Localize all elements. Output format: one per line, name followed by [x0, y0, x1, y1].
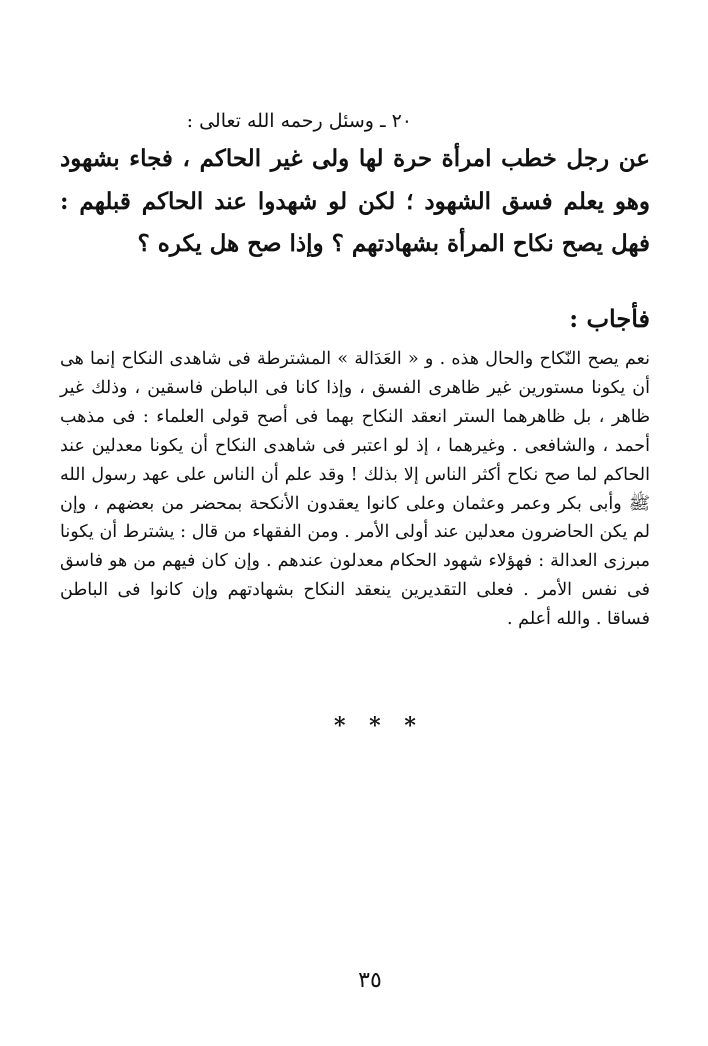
answer-text: نعم يصح النّكاح والحال هذه . و « العَدَالة » المشترطة فى شاهدى النكاح إنما هى أن يكونا مستورين غير ظاهرى الفسق ، وإذا كانا فى الباطن فاسقين ، وذلك غير ظاهر ، بل ظاهرهما الستر انعقد النكاح بهما فى أصح قولى العلماء : فى مذهب أحمد ، والشافعى . وغيرهما ، إذ لو اعتبر فى شاهدى النكاح أن يكونا معدلين عند الحاكم لما صح نكاح أكثر الناس إلا بذلك ! وقد علم أن الناس على عهد رسول الله ﷺ وأبى بكر وعمر وعثمان وعلى كانوا يعقدون الأنكحة بمحضر من بعضهم ، وإن لم يكن الحاضرون معدلين عند أولى الأمر . ومن الفقهاء من قال : يشترط أن يكونا مبرزى العدالة : فهؤلاء شهود الحكام معدلون عندهم . وإن كان فيهم من هو فاسق فى نفس الأمر . فعلى التقديرين ينعقد النكاح بشهادتهم وإن كانوا فى الباطن فساقا . والله أعلم . [60, 349, 650, 630]
page-number: ٣٥ [358, 968, 382, 993]
answer-heading: فأجاب : [569, 304, 650, 333]
question-text: عن رجل خطب امرأة حرة لها ولى غير الحاكم ، فجاء بشهود وهو يعلم فسق الشهود ؛ لكن لو شهدوا عند الحاكم قبلهم : فهل يصح نكاح المرأة بشهادتهم ؟ وإذا صح هل يكره ؟ [60, 145, 650, 257]
question-heading: ٢٠ ـ وسئل رحمه الله تعالى : [186, 110, 412, 132]
section-separator: * * * [334, 713, 424, 739]
